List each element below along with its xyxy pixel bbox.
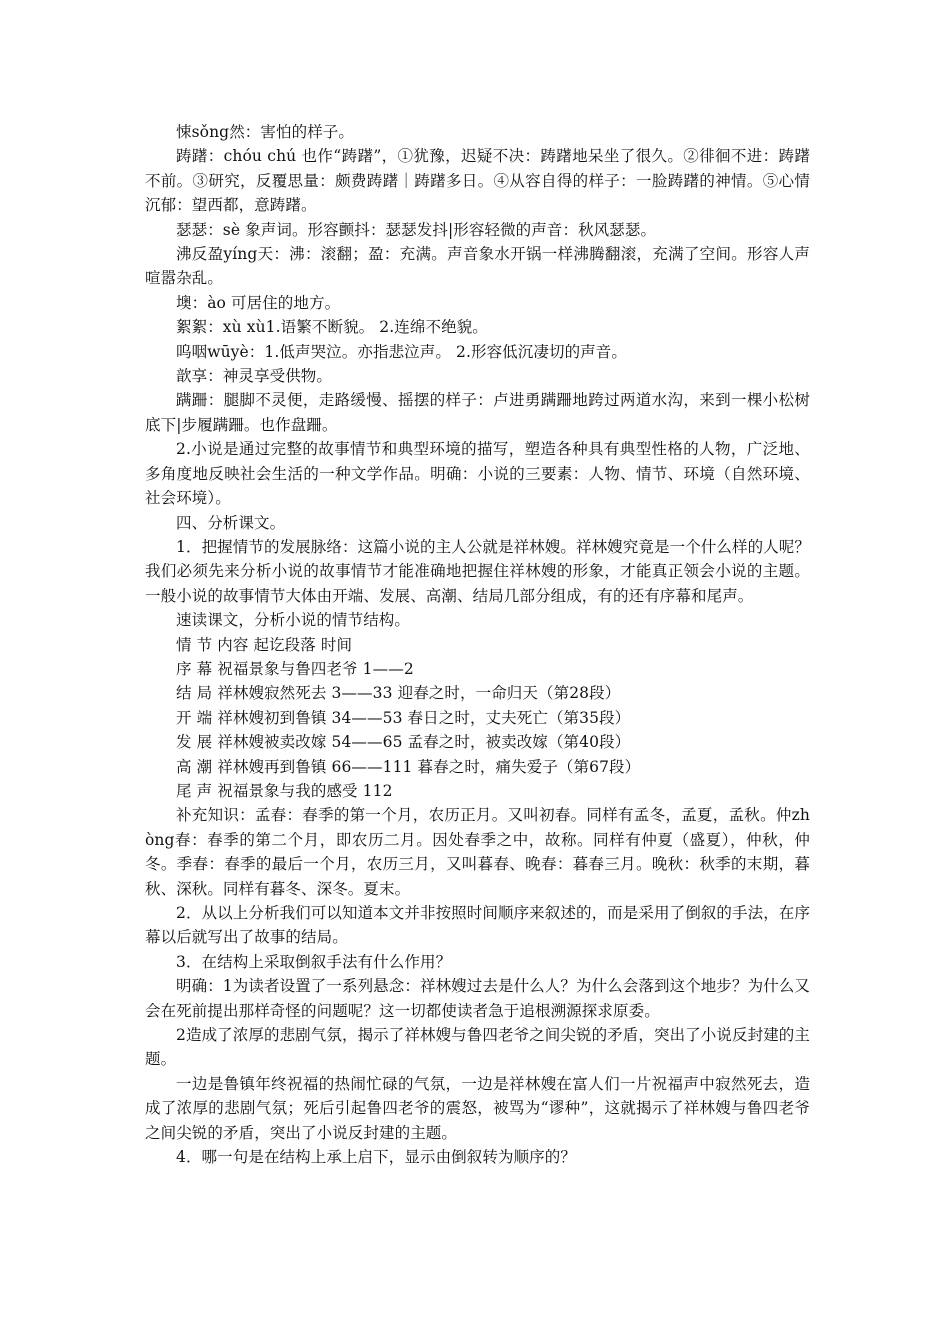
document-body bbox=[145, 120, 810, 1169]
paragraph: 2.小说是通过完整的故事情节和典型环境的描写，塑造各种具有典型性格的人物，广泛地、多角度地反映社会生活的一种文学作品。明确：小说的三要素：人物、情节、环境（自然环境、社会环境）。 bbox=[145, 440, 810, 508]
paragraph: 速读课文，分析小说的情节结构。 bbox=[176, 611, 411, 630]
plot-table-row: 开 端 祥林嫂初到鲁镇 34——53 春日之时，丈夫死亡（第35段） bbox=[176, 708, 631, 727]
paragraph: 呜咽wūyè：1.低声哭泣。亦指悲泣声。 2.形容低沉凄切的声音。 bbox=[176, 342, 627, 361]
plot-table-row: 尾 声 祝福景象与我的感受 112 bbox=[176, 781, 393, 800]
plot-table-row: 结 局 祥林嫂寂然死去 3——33 迎春之时，一命归天（第28段） bbox=[176, 684, 621, 703]
paragraph: 3．在结构上采取倒叙手法有什么作用？ bbox=[176, 952, 452, 971]
paragraph: 踌躇：chóu chú 也作“踌躇”，①犹豫，迟疑不决：踌躇地呆坐了很久。②徘徊不进：踌躇不前。③研究，反覆思量：颇费踌躇｜踌躇多日。④从容自得的样子：一脸踌躇的神情。⑤心情沉郁：望西都，意踌躇。 bbox=[145, 147, 810, 215]
paragraph: 补充知识：孟春：春季的第一个月，农历正月。又叫初春。同样有孟冬，孟夏，孟秋。仲zhòng春：春季的第二个月，即农历二月。因处春季之中，故称。同样有仲夏（盛夏），仲秋，仲冬。季春：春季的最后一个月，农历三月，又叫暮春、晚春：暮春三月。晚秋：秋季的末期，暮秋、深秋。同样有暮冬、深冬。夏末。 bbox=[145, 806, 810, 898]
paragraph: 2造成了浓厚的悲剧气氛，揭示了祥林嫂与鲁四老爷之间尖锐的矛盾，突出了小说反封建的主题。 bbox=[145, 1026, 810, 1069]
paragraph: 悚sǒng然：害怕的样子。 bbox=[176, 123, 354, 141]
plot-table-header: 情 节 内容 起讫段落 时间 bbox=[176, 635, 353, 654]
paragraph: 絮絮：xù xù1.语繁不断貌。 2.连绵不绝貌。 bbox=[176, 318, 488, 337]
paragraph: 墺：ào 可居住的地方。 bbox=[176, 293, 341, 312]
plot-table-row: 高 潮 祥林嫂再到鲁镇 66——111 暮春之时，痛失爱子（第67段） bbox=[176, 757, 641, 776]
plot-table-row: 发 展 祥林嫂被卖改嫁 54——65 孟春之时，被卖改嫁（第40段） bbox=[176, 733, 631, 752]
paragraph: 一边是鲁镇年终祝福的热闹忙碌的气氛，一边是祥林嫂在富人们一片祝福声中寂然死去，造成了浓厚的悲剧气氛；死后引起鲁四老爷的震怒，被骂为“谬种”，这就揭示了祥林嫂与鲁四老爷之间尖锐的矛盾，突出了小说反封建的主题。 bbox=[145, 1074, 810, 1142]
section-heading: 四、分析课文。 bbox=[176, 513, 286, 532]
paragraph: 2．从以上分析我们可以知道本文并非按照时间顺序来叙述的，而是采用了倒叙的手法，在序幕以后就写出了故事的结局。 bbox=[145, 904, 810, 947]
paragraph: 沸反盈yíng天：沸：滚翻；盈：充满。声音象水开锅一样沸腾翻滚，充满了空间。形容人声喧嚣杂乱。 bbox=[145, 245, 810, 288]
plot-table-row: 序 幕 祝福景象与鲁四老爷 1——2 bbox=[176, 659, 414, 678]
paragraph: 瑟瑟：sè 象声词。形容颤抖：瑟瑟发抖|形容轻微的声音：秋风瑟瑟。 bbox=[176, 220, 657, 239]
paragraph: 蹒跚：腿脚不灵便，走路缓慢、摇摆的样子：卢进勇蹒跚地跨过两道水沟，来到一棵小松树底下|步履蹒跚。也作盘跚。 bbox=[145, 391, 810, 434]
paragraph: 1．把握情节的发展脉络：这篇小说的主人公就是祥林嫂。祥林嫂究竟是一个什么样的人呢？我们必须先来分析小说的故事情节才能准确地把握住祥林嫂的形象，才能真正领会小说的主题。一般小说的故事情节大体由开端、发展、高潮、结局几部分组成，有的还有序幕和尾声。 bbox=[145, 537, 810, 605]
paragraph: 明确：1为读者设置了一系列悬念：祥林嫂过去是什么人？为什么会落到这个地步？为什么又会在死前提出那样奇怪的问题呢？这一切都使读者急于追根溯源探求原委。 bbox=[145, 977, 810, 1020]
paragraph: 歆享：神灵享受供物。 bbox=[176, 367, 333, 386]
paragraph: 4．哪一句是在结构上承上启下，显示由倒叙转为顺序的？ bbox=[176, 1148, 576, 1167]
